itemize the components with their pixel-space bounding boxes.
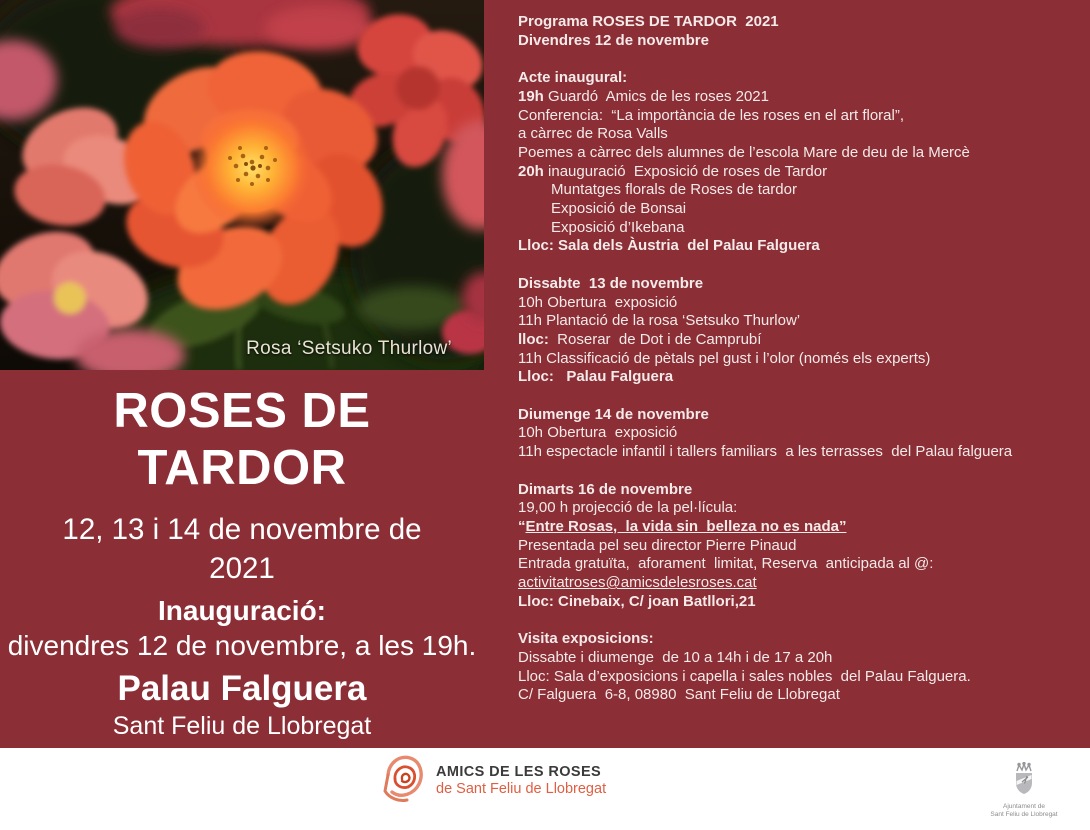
program-line: Visita exposicions: xyxy=(518,630,654,648)
event-summary xyxy=(0,370,484,748)
program-line: Divendres 12 de novembre xyxy=(518,31,709,49)
ajuntament-line2: Sant Feliu de Llobregat xyxy=(990,810,1058,818)
program-line: 10h Obertura exposició xyxy=(518,424,678,442)
program-line: 11h espectacle infantil i tallers familiars a les terrasses del Palau falguera xyxy=(518,443,1013,461)
inauguration-date: divendres 12 de novembre, a les 19h. xyxy=(7,630,477,661)
amics-roses-name: AMICS DE LES ROSES xyxy=(436,764,602,780)
ajuntament-text xyxy=(982,803,1066,818)
program-line: Dissabte i diumenge de 10 a 14h i de 17 a 20h xyxy=(518,648,833,666)
program-line: Lloc: Sala d’exposicions i capella i sales nobles del Palau Falguera. xyxy=(518,667,971,685)
footer xyxy=(0,748,1090,830)
program-line: Exposició de Bonsai xyxy=(551,200,687,218)
program-line: 11h Classificació de pètals pel gust i l’olor (només els experts) xyxy=(518,349,931,367)
program-lines xyxy=(518,13,1074,705)
program-line: Conferencia: “La importància de les roses en el art floral”, xyxy=(518,106,905,124)
venue-city: Sant Feliu de Llobregat xyxy=(112,712,372,740)
program-line: 10h Obertura exposició xyxy=(518,293,678,311)
program-line: a càrrec de Rosa Valls xyxy=(518,125,668,143)
program-line: 11h Plantació de la rosa ‘Setsuko Thurlow’ xyxy=(518,312,801,330)
program-line: Lloc: Sala dels Àustria del Palau Falguera xyxy=(518,237,820,255)
program-line: C/ Falguera 6-8, 08980 Sant Feliu de Llobregat xyxy=(518,686,840,704)
program-line: Dissabte 13 de novembre xyxy=(518,274,704,292)
event-title-line2: TARDOR xyxy=(137,441,347,495)
program-line: lloc: Roserar de Dot i de Camprubí xyxy=(518,330,762,348)
program-line: Presentada pel seu director Pierre Pinaud xyxy=(518,536,797,554)
amics-roses-subname: de Sant Feliu de Llobregat xyxy=(436,781,607,797)
ajuntament-line1: Ajuntament de xyxy=(1003,803,1045,810)
event-dates xyxy=(0,510,484,588)
program-line: Muntatges florals de Roses de tardor xyxy=(551,181,797,199)
program-line: 20h inauguració Exposició de roses de Tardor xyxy=(518,162,828,180)
amics-rose-icon xyxy=(379,751,427,809)
amics-roses-text xyxy=(436,764,606,809)
rose-photo xyxy=(0,0,484,370)
program-email-link[interactable]: activitatroses@amicsdelesroses.cat xyxy=(518,574,757,592)
program-line: Lloc: Cinebaix, C/ joan Batllori,21 xyxy=(518,592,756,610)
program-line: Diumenge 14 de novembre xyxy=(518,405,709,423)
program-line: Programa ROSES DE TARDOR 2021 xyxy=(518,13,779,30)
rose-photo-art xyxy=(0,0,484,370)
event-dates-line2: 2021 xyxy=(209,552,275,585)
amics-roses-logo xyxy=(379,751,606,809)
program-line: Lloc: Palau Falguera xyxy=(518,368,674,386)
program-line: “Entre Rosas, la vida sin belleza no es nada” xyxy=(518,517,847,535)
photo-caption: Rosa ‘Setsuko Thurlow’ xyxy=(246,338,452,359)
program-line: Dimarts 16 de novembre xyxy=(518,480,693,498)
event-dates-line1: 12, 13 i 14 de novembre de xyxy=(62,513,422,546)
program-line: 19,00 h projecció de la pel·lícula: xyxy=(518,499,738,517)
program-line: Exposició d’Ikebana xyxy=(551,218,685,236)
program-panel xyxy=(484,0,1090,748)
program-line: Entrada gratuïta, aforament limitat, Reserva anticipada al @: xyxy=(518,555,934,573)
ajuntament-crest-icon xyxy=(1008,762,1040,796)
event-title xyxy=(0,383,484,497)
ajuntament-logo xyxy=(982,762,1066,818)
program-line: Poemes a càrrec dels alumnes de l’escola Mare de deu de la Mercè xyxy=(518,143,970,161)
inauguration-label: Inauguració: xyxy=(157,595,326,626)
event-title-line1: ROSES DE xyxy=(113,384,371,438)
program-line: Acte inaugural: xyxy=(518,69,628,87)
program-line: 19h Guardó Amics de les roses 2021 xyxy=(518,87,769,105)
venue-name: Palau Falguera xyxy=(117,669,367,708)
